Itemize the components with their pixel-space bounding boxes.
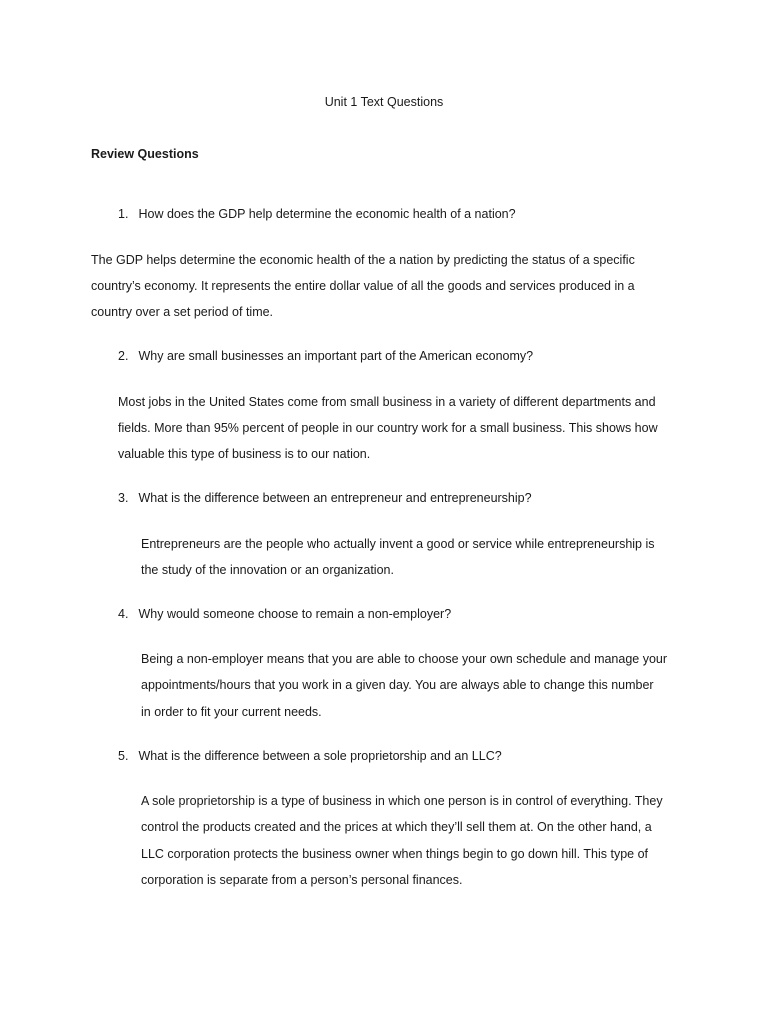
question-number: 1. <box>118 207 129 221</box>
question-number: 2. <box>118 349 129 363</box>
question-text: What is the difference between an entrepreneur and entrepreneurship? <box>138 491 532 505</box>
answer-line: appointments/hours that you work in a given day. You are always able to change this number <box>141 678 654 692</box>
question-number: 3. <box>118 491 129 505</box>
answer-line: corporation is separate from a person’s personal finances. <box>141 873 463 887</box>
answer-line: Most jobs in the United States come from small business in a variety of different departments and <box>118 395 656 409</box>
answer-line: fields. More than 95% percent of people in our country work for a small business. This shows how <box>118 421 658 435</box>
question-number: 5. <box>118 749 129 763</box>
answer-line: the study of the innovation or an organization. <box>141 563 394 577</box>
question-text: Why are small businesses an important part of the American economy? <box>138 349 534 363</box>
question-2 <box>118 348 533 364</box>
answer-line: LLC corporation protects the business owner when things begin to go down hill. This type of <box>141 847 649 861</box>
answer-line: A sole proprietorship is a type of business in which one person is in control of everything. They <box>141 794 663 808</box>
section-heading: Review Questions <box>91 147 199 161</box>
question-text: Why would someone choose to remain a non-employer? <box>138 607 452 621</box>
question-3 <box>118 490 532 506</box>
question-1 <box>118 206 516 222</box>
answer-line: control the products created and the prices at which they’ll sell them at. On the other hand, a <box>141 820 652 834</box>
answer-line: Entrepreneurs are the people who actually invent a good or service while entrepreneurship is <box>141 537 655 551</box>
answer-line: valuable this type of business is to our nation. <box>118 447 371 461</box>
question-number: 4. <box>118 607 129 621</box>
question-4 <box>118 606 451 622</box>
question-text: What is the difference between a sole proprietorship and an LLC? <box>138 749 502 763</box>
answer-line: The GDP helps determine the economic health of the a nation by predicting the status of a specific <box>91 253 635 267</box>
answer-line: country’s economy. It represents the entire dollar value of all the goods and services produced in a <box>91 279 635 293</box>
answer-line: in order to fit your current needs. <box>141 705 322 719</box>
answer-line: country over a set period of time. <box>91 305 274 319</box>
page-title: Unit 1 Text Questions <box>324 95 444 109</box>
question-5 <box>118 748 502 764</box>
answer-line: Being a non-employer means that you are able to choose your own schedule and manage your <box>141 652 668 666</box>
question-text: How does the GDP help determine the economic health of a nation? <box>138 207 516 221</box>
